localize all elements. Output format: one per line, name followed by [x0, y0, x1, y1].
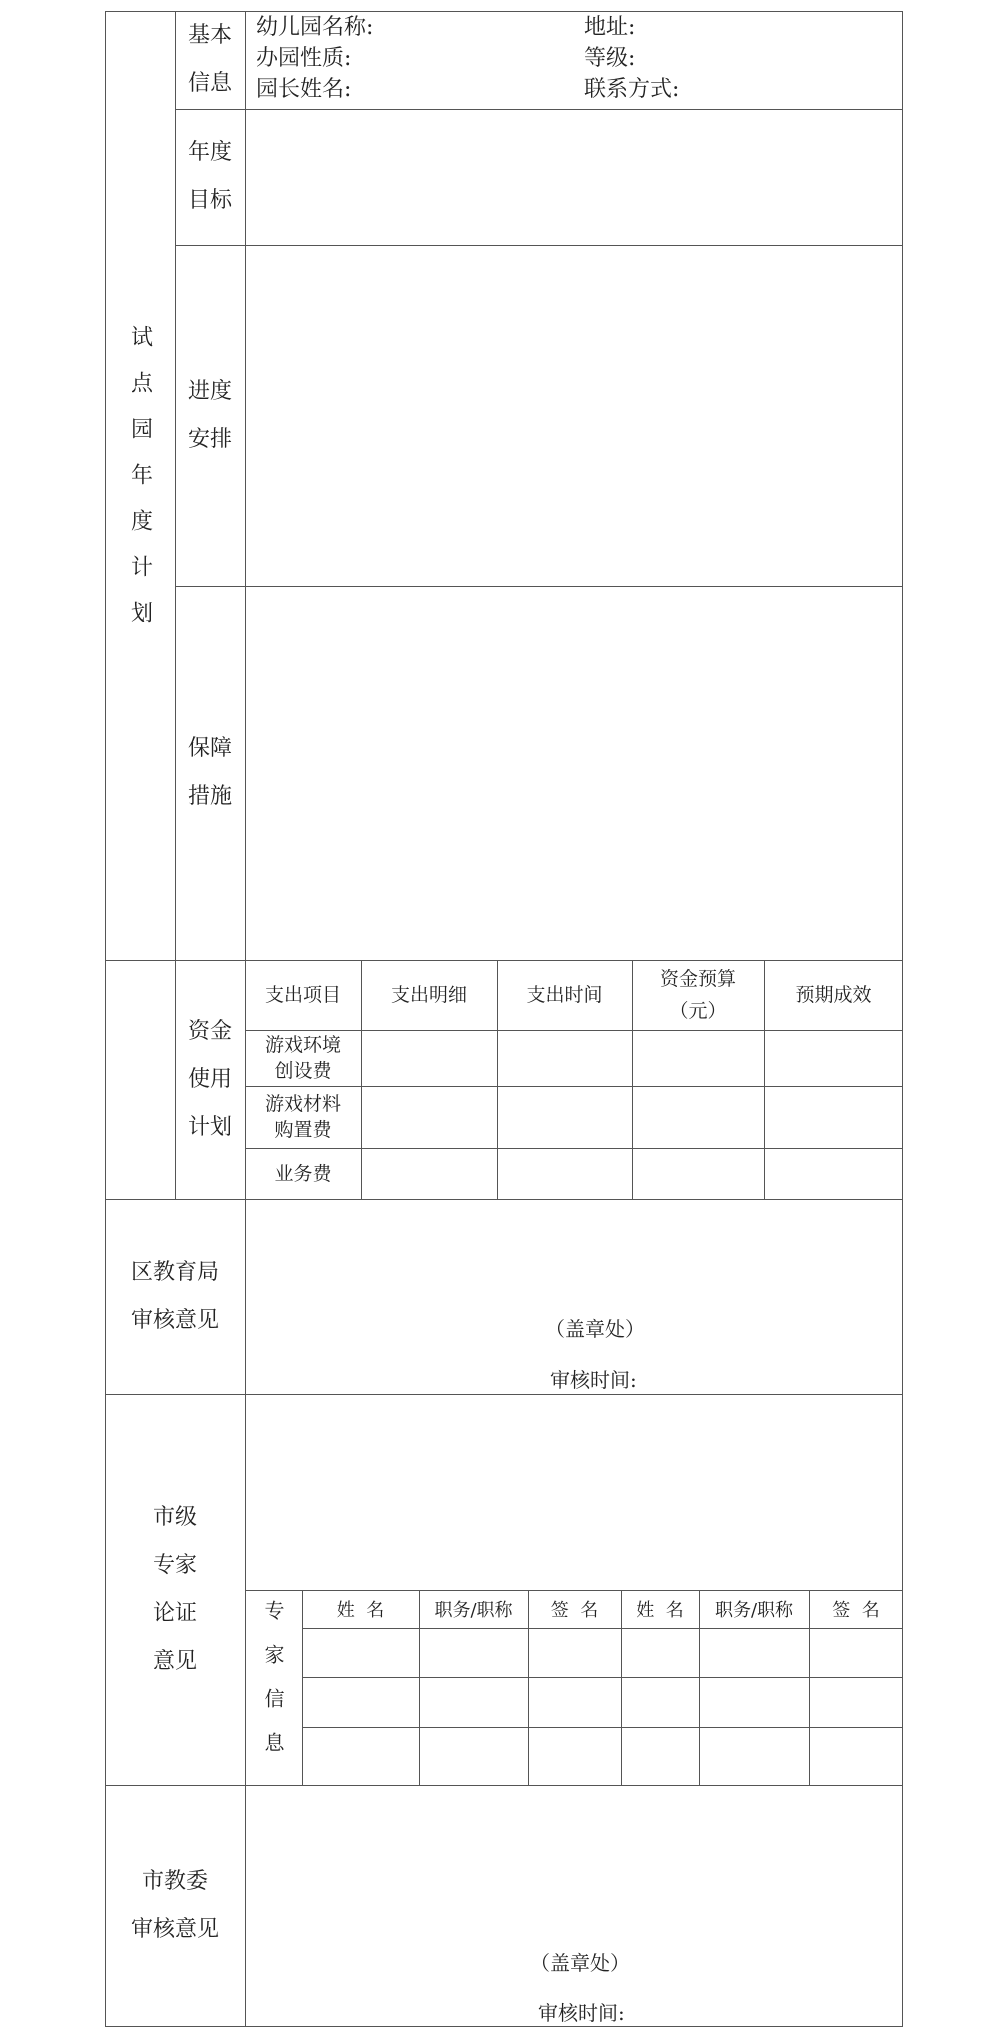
expense-row-label: [245, 1148, 361, 1199]
expert-header-text: 签 名: [832, 1600, 880, 1621]
divider: [302, 1628, 903, 1629]
header-expense-time-text: 支出时间: [526, 984, 603, 1006]
district-review-label: [105, 1199, 245, 1394]
district-stamp-area: （盖章处）: [545, 1317, 645, 1341]
grade-field: 等级:: [584, 46, 636, 71]
annual-goal-label: [175, 109, 245, 245]
expert-header-name: [302, 1590, 419, 1628]
basic-info-label: [175, 11, 245, 109]
divider: [175, 109, 903, 110]
fund-plan-label-line: 使用: [187, 1066, 232, 1092]
header-expected-effect: [764, 960, 903, 1030]
expense-row-label-line: 游戏材料: [264, 1093, 341, 1115]
basic-info-label-line: 信息: [187, 71, 232, 96]
expert-review-label-line: 专家: [152, 1552, 197, 1578]
expense-row-label: [245, 1030, 361, 1086]
kindergarten-name-field: 幼儿园名称:: [256, 15, 374, 40]
expert-header-text: 职务/职称: [434, 1600, 513, 1621]
district-review-time: 审核时间:: [550, 1368, 637, 1392]
fund-plan-label-line: 资金: [187, 1018, 232, 1044]
address-field: 地址:: [584, 15, 636, 40]
annual-goal-label-line: 年度: [187, 140, 232, 165]
schedule-label: [175, 245, 245, 586]
fund-plan-label: [175, 960, 245, 1199]
district-review-label-line: 区教育局: [130, 1259, 219, 1285]
expense-row-label-line: 游戏环境: [264, 1034, 341, 1056]
expert-review-label-line: 意见: [152, 1648, 197, 1674]
divider: [175, 245, 903, 246]
expert-header-text: 姓 名: [636, 1600, 684, 1621]
district-review-label-line: 审核意见: [130, 1307, 219, 1333]
expert-header-text: 职务/职称: [714, 1600, 794, 1621]
expert-header-signature: [809, 1590, 903, 1628]
header-budget-line: （元）: [669, 1000, 727, 1022]
city-review-time: 审核时间:: [538, 2001, 625, 2025]
expert-review-label: [105, 1394, 245, 1785]
divider: [302, 1677, 903, 1678]
annual-plan-label: [105, 11, 175, 960]
header-expense-detail: [361, 960, 497, 1030]
expert-review-label-line: 论证: [152, 1600, 197, 1626]
header-budget-line: 资金预算: [659, 968, 736, 990]
header-budget: [632, 960, 764, 1030]
header-expense-item-text: 支出项目: [264, 984, 341, 1006]
nature-field: 办园性质:: [256, 46, 352, 71]
header-expense-time: [497, 960, 632, 1030]
divider: [175, 586, 903, 587]
expense-row-label-line: 业务费: [274, 1162, 332, 1185]
expert-header-text: 姓 名: [336, 1600, 385, 1621]
expert-header-signature: [528, 1590, 621, 1628]
safeguards-label-line: 保障: [187, 736, 232, 761]
expense-row-label-line: 创设费: [274, 1060, 332, 1082]
header-expected-effect-text: 预期成效: [795, 984, 872, 1006]
expert-info-label-text: 专家信息: [261, 1599, 285, 1776]
city-review-label: [105, 1785, 245, 2027]
expert-review-label-line: 市级: [152, 1504, 197, 1530]
expert-info-label: [245, 1590, 302, 1785]
city-stamp-area: （盖章处）: [530, 1951, 630, 1975]
header-expense-item: [245, 960, 361, 1030]
expense-row-label: [245, 1086, 361, 1148]
city-review-label-line: 市教委: [141, 1869, 208, 1894]
annual-plan-label-text: 试点园年度计划: [127, 324, 153, 647]
city-review-label-line: 审核意见: [130, 1917, 219, 1942]
contact-field: 联系方式:: [584, 77, 680, 102]
schedule-label-line: 进度: [187, 378, 232, 404]
expert-header-text: 签 名: [550, 1600, 599, 1621]
expert-header-name: [621, 1590, 699, 1628]
safeguards-label: [175, 586, 245, 960]
director-name-field: 园长姓名:: [256, 77, 352, 102]
basic-info-label-line: 基本: [187, 23, 232, 48]
annual-goal-label-line: 目标: [187, 188, 232, 213]
fund-plan-label-line: 计划: [187, 1114, 232, 1140]
schedule-label-line: 安排: [187, 426, 232, 452]
expense-row-label-line: 购置费: [274, 1119, 332, 1141]
divider: [302, 1727, 903, 1728]
header-expense-detail-text: 支出明细: [390, 984, 467, 1006]
expert-header-title: [419, 1590, 528, 1628]
safeguards-label-line: 措施: [187, 784, 232, 809]
expert-header-title: [699, 1590, 809, 1628]
